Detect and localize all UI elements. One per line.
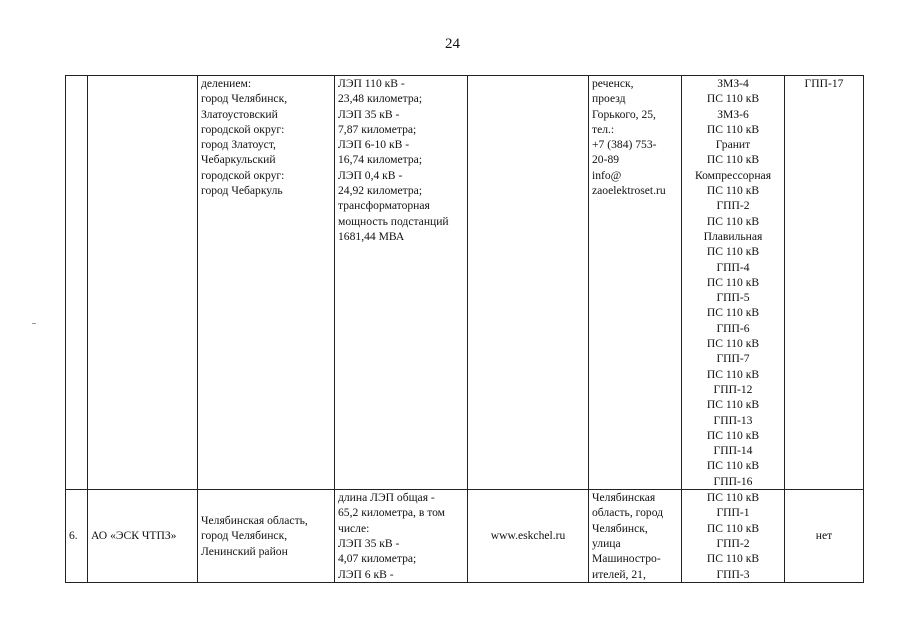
page-number: 24 <box>445 36 460 52</box>
cell-address: реченск, проезд Горького, 25, тел.: +7 (384) 753- 20-89 info@ zaoelektroset.ru <box>589 76 682 490</box>
table-row <box>66 76 864 490</box>
cell-power-lines: ЛЭП 110 кВ - 23,48 километра; ЛЭП 35 кВ - 7,87 километра; ЛЭП 6-10 кВ - 16,74 километра; ЛЭП 0,4 кВ - 24,92 километра; трансформаторная мощность подстанций 1681,44 МВА <box>335 76 468 490</box>
cell-org-name: АО «ЭСК ЧТПЗ» <box>88 490 198 583</box>
cell-substations: ЗМЗ-4 ПС 110 кВ ЗМЗ-6 ПС 110 кВ Гранит ПС 110 кВ Компрессорная ПС 110 кВ ГПП-2 ПС 110 кВ Плавильная ПС 110 кВ ГПП-4 ПС 110 кВ ГПП-5 ПС 110 кВ ГПП-6 ПС 110 кВ ГПП-7 ПС 110 кВ ГПП-12 ПС 110 кВ ГПП-13 ПС 110 кВ ГПП-14 ПС 110 кВ ГПП-16 <box>682 76 785 490</box>
cell-website: www.eskchel.ru <box>468 490 589 583</box>
cell-org-name <box>88 76 198 490</box>
cell-website <box>468 76 589 490</box>
cell-number: 6. <box>66 490 88 583</box>
scan-artifact <box>32 323 36 324</box>
cell-last: нет <box>785 490 864 583</box>
cell-address: Челябинская область, город Челябинск, улица Машиностро- ителей, 21, <box>589 490 682 583</box>
cell-territory: делением: город Челябинск, Златоустовский городской округ: город Златоуст, Чебаркульский городской округ: город Чебаркуль <box>198 76 335 490</box>
table-row <box>66 490 864 583</box>
cell-territory: Челябинская область, город Челябинск, Ленинский район <box>198 490 335 583</box>
organizations-table <box>65 75 864 583</box>
cell-substations: ПС 110 кВ ГПП-1 ПС 110 кВ ГПП-2 ПС 110 кВ ГПП-3 <box>682 490 785 583</box>
cell-last: ГПП-17 <box>785 76 864 490</box>
cell-power-lines: длина ЛЭП общая - 65,2 километра, в том числе: ЛЭП 35 кВ - 4,07 километра; ЛЭП 6 кВ - <box>335 490 468 583</box>
cell-number <box>66 76 88 490</box>
